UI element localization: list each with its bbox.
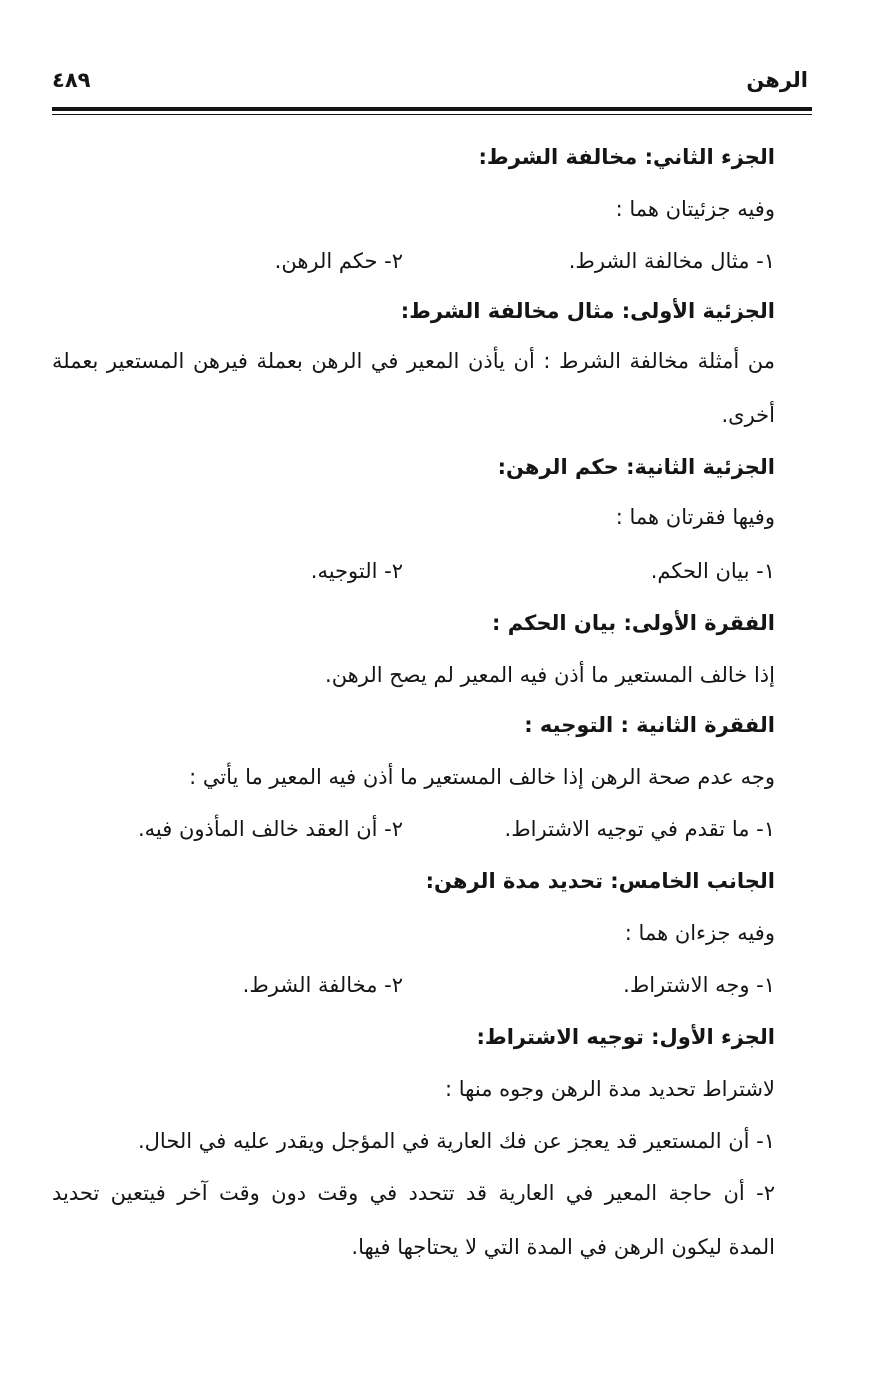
body-line: وفيها فقرتان هما :: [615, 505, 775, 529]
list-item: ١- أن المستعير قد يعجز عن فك العارية في المؤجل ويقدر عليه في الحال.: [138, 1129, 775, 1153]
section-heading: الفقرة الثانية : التوجيه :: [524, 713, 775, 737]
list-item: ٢- أن العقد خالف المأذون فيه.: [137, 817, 403, 841]
body-line: وفيه جزئيتان هما :: [615, 197, 775, 221]
body-line: من أمثلة مخالفة الشرط : أن يأذن المعير في الرهن بعملة فيرهن المستعير بعملة: [52, 349, 775, 373]
body-line: أخرى.: [721, 403, 775, 427]
body-line: لاشتراط تحديد مدة الرهن وجوه منها :: [445, 1077, 775, 1101]
body-line: وجه عدم صحة الرهن إذا خالف المستعير ما أذن فيه المعير ما يأتي :: [189, 765, 775, 789]
section-heading: الجزئية الأولى: مثال مخالفة الشرط:: [400, 299, 775, 323]
list-item: ٢- حكم الرهن.: [274, 249, 403, 273]
list-item: ٢- أن حاجة المعير في العارية قد تتحدد في وقت دون وقت آخر فيتعين تحديد: [52, 1181, 775, 1205]
section-heading: الفقرة الأولى: بيان الحكم :: [492, 611, 775, 635]
list-item: ٢- التوجيه.: [310, 559, 403, 583]
page-number: ٤٨٩: [52, 68, 91, 92]
body-line: المدة ليكون الرهن في المدة التي لا يحتاجها فيها.: [351, 1235, 775, 1259]
list-item: ١- وجه الاشتراط.: [623, 973, 775, 997]
list-item: ١- ما تقدم في توجيه الاشتراط.: [504, 817, 775, 841]
page-header: [52, 66, 808, 106]
body-line: إذا خالف المستعير ما أذن فيه المعير لم يصح الرهن.: [325, 663, 775, 687]
section-heading: الجزئية الثانية: حكم الرهن:: [497, 455, 775, 479]
body-line: وفيه جزءان هما :: [624, 921, 775, 945]
list-item: ١- بيان الحكم.: [650, 559, 775, 583]
header-rule-thick: [52, 107, 812, 111]
running-title: الرهن: [746, 68, 808, 92]
header-rule-thin: [52, 114, 812, 115]
list-item: ١- مثال مخالفة الشرط.: [568, 249, 775, 273]
section-heading: الجزء الأول: توجيه الاشتراط:: [476, 1025, 775, 1049]
section-heading: الجانب الخامس: تحديد مدة الرهن:: [425, 869, 775, 893]
section-heading: الجزء الثاني: مخالفة الشرط:: [478, 145, 775, 169]
list-item: ٢- مخالفة الشرط.: [242, 973, 403, 997]
